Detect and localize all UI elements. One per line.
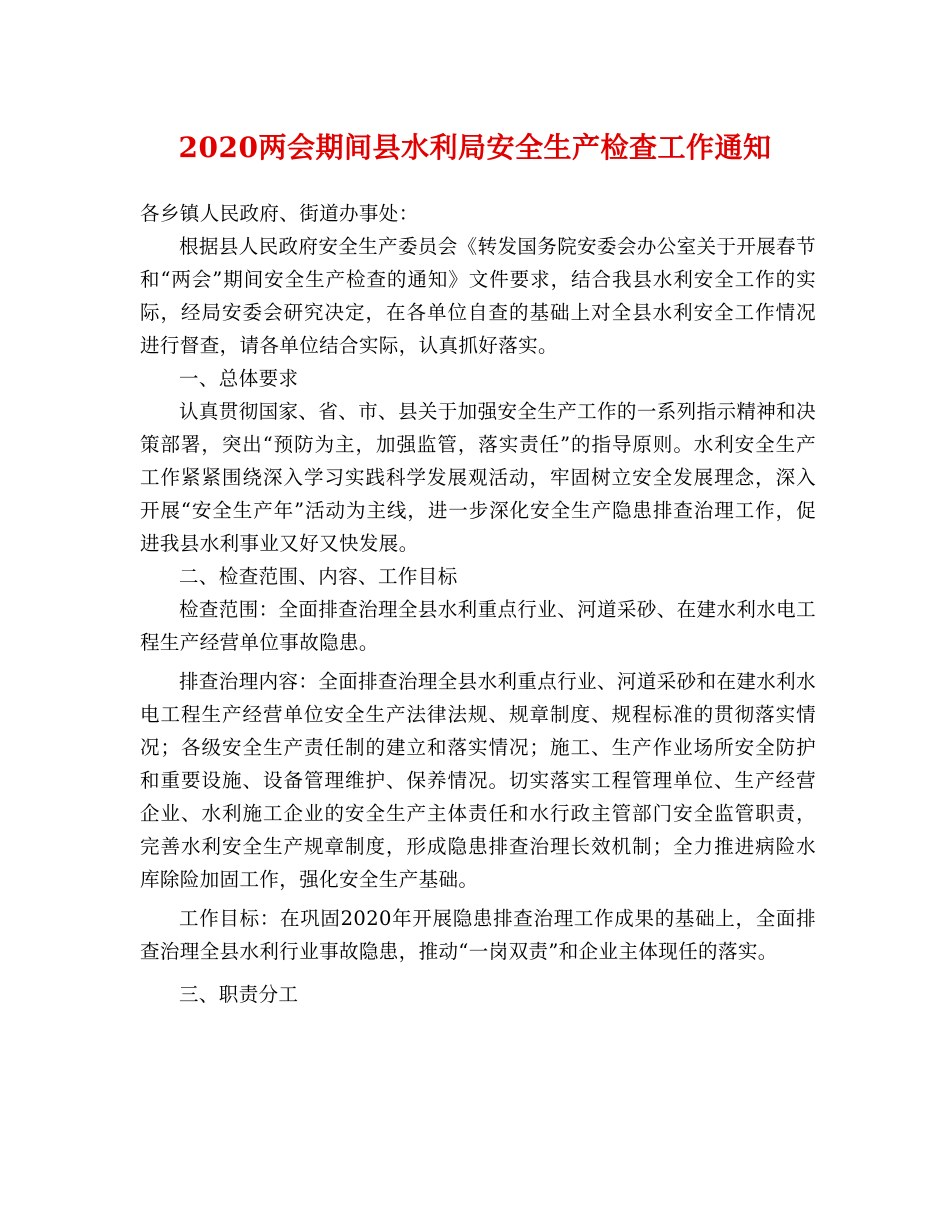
salutation: 各乡镇人民政府、街道办事处： <box>140 202 419 225</box>
paragraph-inspection-scope: 检查范围：全面排查治理全县水利重点行业、河道采砂、在建水利水电工程生产经营单位事故隐患。 <box>140 598 816 654</box>
paragraph-work-goals: 工作目标：在巩固2020年开展隐患排查治理工作成果的基础上，全面排查治理全县水利行业事故隐患，推动“一岗双责”和企业主体现任的落实。 <box>140 907 816 963</box>
paragraph-general-requirements: 认真贯彻国家、省、市、县关于加强安全生产工作的一系列指示精神和决策部署，突出“预防为主，加强监管，落实责任”的指导原则。水利安全生产工作紧紧围绕深入学习实践科学发展观活动，牢固树立安全发展理念，深入开展“安全生产年”活动为主线，进一步深化安全生产隐患排查治理工作，促进我县水利事业又好又快发展。 <box>140 400 816 555</box>
paragraph-intro: 根据县人民政府安全生产委员会《转发国务院安委会办公室关于开展春节和“两会”期间安全生产检查的通知》文件要求，结合我县水利安全工作的实际，经局安委会研究决定，在各单位自查的基础上对全县水利安全工作情况进行督查，请各单位结合实际，认真抓好落实。 <box>140 235 816 357</box>
document-body <box>140 197 816 1011</box>
document-title: 2020两会期间县水利局安全生产检查工作通知 <box>178 131 772 164</box>
section-heading-1: 一、总体要求 <box>179 367 299 390</box>
paragraph-inspection-content: 排查治理内容：全面排查治理全县水利重点行业、河道采砂和在建水利水电工程生产经营单位安全生产法律法规、规章制度、规程标准的贯彻落实情况；各级安全生产责任制的建立和落实情况；施工、生产作业场所安全防护和重要设施、设备管理维护、保养情况。切实落实工程管理单位、生产经营企业、水利施工企业的安全生产主体责任和水行政主管部门安全监管职责，完善水利安全生产规章制度，形成隐患排查治理长效机制；全力推进病险水库除险加固工作，强化安全生产基础。 <box>140 670 816 891</box>
section-heading-2: 二、检查范围、内容、工作目标 <box>179 565 458 588</box>
section-heading-3: 三、职责分工 <box>179 983 299 1006</box>
